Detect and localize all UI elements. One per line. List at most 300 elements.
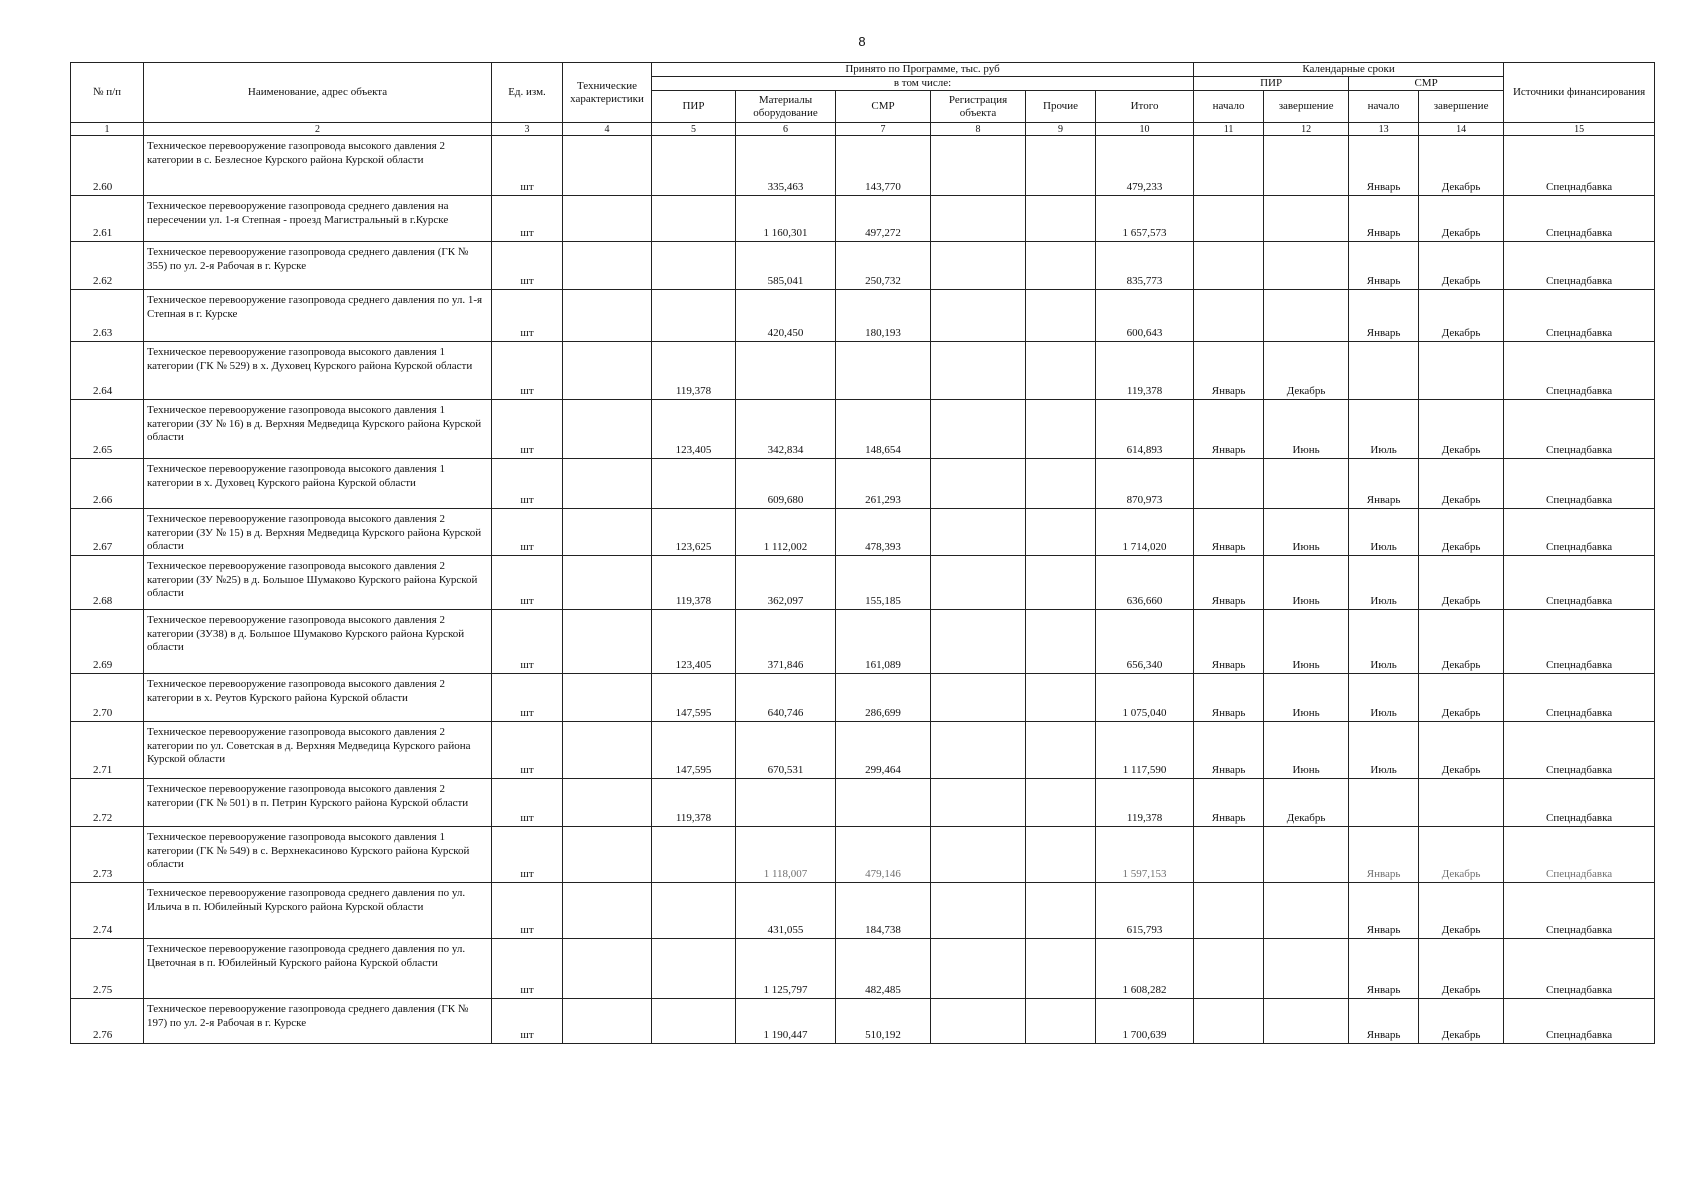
other-cost	[1026, 556, 1096, 610]
header-num: № п/п	[71, 63, 144, 123]
smr-start-month: Июль	[1349, 400, 1419, 459]
total-cost: 835,773	[1096, 242, 1194, 290]
pir-end-month	[1264, 827, 1349, 883]
materials-cost	[736, 342, 836, 400]
header-materials: Материалы оборудование	[736, 91, 836, 123]
smr-start-month: Январь	[1349, 999, 1419, 1044]
header-other: Прочие	[1026, 91, 1096, 123]
tech-cell	[563, 883, 652, 939]
tech-cell	[563, 290, 652, 342]
funding-source: Спецнадбавка	[1504, 779, 1655, 827]
tech-cell	[563, 459, 652, 509]
materials-cost: 1 112,002	[736, 509, 836, 556]
unit-cell: шт	[492, 342, 563, 400]
column-number: 10	[1096, 123, 1194, 136]
other-cost	[1026, 939, 1096, 999]
tech-cell	[563, 827, 652, 883]
table-row	[71, 196, 1655, 242]
column-number: 15	[1504, 123, 1655, 136]
table-row	[71, 939, 1655, 999]
smr-cost: 286,699	[836, 674, 931, 722]
pir-end-month	[1264, 290, 1349, 342]
materials-cost: 431,055	[736, 883, 836, 939]
pir-cost	[652, 242, 736, 290]
pir-start-month	[1194, 290, 1264, 342]
pir-start-month: Январь	[1194, 556, 1264, 610]
header-total: Итого	[1096, 91, 1194, 123]
pir-end-month: Июнь	[1264, 610, 1349, 674]
registration-cost	[931, 674, 1026, 722]
header-smr: СМР	[836, 91, 931, 123]
total-cost: 1 075,040	[1096, 674, 1194, 722]
table-row	[71, 136, 1655, 196]
other-cost	[1026, 459, 1096, 509]
registration-cost	[931, 610, 1026, 674]
table-body	[71, 136, 1655, 1044]
pir-cost	[652, 196, 736, 242]
pir-cost	[652, 290, 736, 342]
header-pir-start: начало	[1194, 91, 1264, 123]
row-number: 2.67	[71, 509, 144, 556]
pir-start-month: Январь	[1194, 610, 1264, 674]
header-name: Наименование, адрес объекта	[144, 63, 492, 123]
total-cost: 870,973	[1096, 459, 1194, 509]
pir-end-month	[1264, 136, 1349, 196]
funding-source: Спецнадбавка	[1504, 196, 1655, 242]
registration-cost	[931, 556, 1026, 610]
pir-start-month	[1194, 196, 1264, 242]
unit-cell: шт	[492, 290, 563, 342]
tech-cell	[563, 999, 652, 1044]
pir-cost	[652, 459, 736, 509]
smr-cost	[836, 779, 931, 827]
pir-end-month: Июнь	[1264, 722, 1349, 779]
tech-cell	[563, 722, 652, 779]
pir-cost: 123,625	[652, 509, 736, 556]
total-cost: 119,378	[1096, 779, 1194, 827]
column-number: 13	[1349, 123, 1419, 136]
pir-start-month	[1194, 242, 1264, 290]
smr-cost: 180,193	[836, 290, 931, 342]
funding-source: Спецнадбавка	[1504, 939, 1655, 999]
other-cost	[1026, 999, 1096, 1044]
pir-cost	[652, 999, 736, 1044]
unit-cell: шт	[492, 400, 563, 459]
registration-cost	[931, 722, 1026, 779]
header-pir-end: завершение	[1264, 91, 1349, 123]
smr-start-month: Январь	[1349, 883, 1419, 939]
pir-cost: 147,595	[652, 674, 736, 722]
unit-cell: шт	[492, 136, 563, 196]
column-number: 9	[1026, 123, 1096, 136]
table-row	[71, 459, 1655, 509]
funding-source: Спецнадбавка	[1504, 136, 1655, 196]
registration-cost	[931, 290, 1026, 342]
total-cost: 1 117,590	[1096, 722, 1194, 779]
unit-cell: шт	[492, 779, 563, 827]
registration-cost	[931, 196, 1026, 242]
row-number: 2.66	[71, 459, 144, 509]
row-number: 2.69	[71, 610, 144, 674]
pir-start-month: Январь	[1194, 509, 1264, 556]
registration-cost	[931, 509, 1026, 556]
column-number: 6	[736, 123, 836, 136]
total-cost: 614,893	[1096, 400, 1194, 459]
pir-end-month	[1264, 242, 1349, 290]
pir-end-month	[1264, 883, 1349, 939]
header-unit: Ед. изм.	[492, 63, 563, 123]
object-name: Техническое перевооружение газопровода высокого давления 2 категории в с. Безлесное Курского района Курской области	[144, 136, 492, 196]
other-cost	[1026, 196, 1096, 242]
smr-start-month	[1349, 342, 1419, 400]
smr-end-month: Декабрь	[1419, 290, 1504, 342]
smr-end-month: Декабрь	[1419, 674, 1504, 722]
column-number: 11	[1194, 123, 1264, 136]
column-number: 2	[144, 123, 492, 136]
smr-end-month: Декабрь	[1419, 999, 1504, 1044]
row-number: 2.65	[71, 400, 144, 459]
smr-end-month: Декабрь	[1419, 400, 1504, 459]
tech-cell	[563, 610, 652, 674]
smr-cost: 299,464	[836, 722, 931, 779]
smr-start-month: Январь	[1349, 827, 1419, 883]
smr-end-month: Декабрь	[1419, 722, 1504, 779]
object-name: Техническое перевооружение газопровода высокого давления 1 категории (ГК № 529) в х. Духовец Курского района Курской области	[144, 342, 492, 400]
header-pir: ПИР	[652, 91, 736, 123]
smr-cost: 143,770	[836, 136, 931, 196]
funding-source: Спецнадбавка	[1504, 400, 1655, 459]
total-cost: 656,340	[1096, 610, 1194, 674]
header-tech: Технические характеристики	[563, 63, 652, 123]
other-cost	[1026, 883, 1096, 939]
tech-cell	[563, 779, 652, 827]
pir-start-month	[1194, 999, 1264, 1044]
object-name: Техническое перевооружение газопровода высокого давления 2 категории в х. Реутов Курского района Курской области	[144, 674, 492, 722]
smr-end-month: Декабрь	[1419, 939, 1504, 999]
smr-start-month: Январь	[1349, 939, 1419, 999]
header-calendar-smr: СМР	[1349, 77, 1504, 91]
other-cost	[1026, 342, 1096, 400]
pir-cost: 119,378	[652, 779, 736, 827]
table-row	[71, 509, 1655, 556]
table-row	[71, 400, 1655, 459]
object-name: Техническое перевооружение газопровода среднего давления по ул. Ильича в п. Юбилейный Курского района Курской области	[144, 883, 492, 939]
smr-start-month: Январь	[1349, 196, 1419, 242]
materials-cost: 335,463	[736, 136, 836, 196]
total-cost: 636,660	[1096, 556, 1194, 610]
smr-start-month: Июль	[1349, 556, 1419, 610]
pir-end-month	[1264, 999, 1349, 1044]
object-name: Техническое перевооружение газопровода высокого давления 1 категории (ЗУ № 16) в д. Верхняя Медведица Курского района Курской области	[144, 400, 492, 459]
table-row	[71, 827, 1655, 883]
tech-cell	[563, 342, 652, 400]
smr-end-month: Декабрь	[1419, 556, 1504, 610]
row-number: 2.68	[71, 556, 144, 610]
column-number: 14	[1419, 123, 1504, 136]
row-number: 2.63	[71, 290, 144, 342]
materials-cost: 362,097	[736, 556, 836, 610]
smr-cost: 478,393	[836, 509, 931, 556]
unit-cell: шт	[492, 459, 563, 509]
materials-cost: 371,846	[736, 610, 836, 674]
header-smr-end: завершение	[1419, 91, 1504, 123]
smr-start-month: Январь	[1349, 290, 1419, 342]
tech-cell	[563, 400, 652, 459]
other-cost	[1026, 827, 1096, 883]
pir-cost	[652, 939, 736, 999]
pir-start-month: Январь	[1194, 342, 1264, 400]
smr-end-month: Декабрь	[1419, 509, 1504, 556]
registration-cost	[931, 400, 1026, 459]
header-smr-start: начало	[1349, 91, 1419, 123]
registration-cost	[931, 342, 1026, 400]
funding-source: Спецнадбавка	[1504, 610, 1655, 674]
registration-cost	[931, 827, 1026, 883]
column-number: 1	[71, 123, 144, 136]
pir-start-month: Январь	[1194, 400, 1264, 459]
smr-start-month: Июль	[1349, 674, 1419, 722]
object-name: Техническое перевооружение газопровода высокого давления 1 категории в х. Духовец Курского района Курской области	[144, 459, 492, 509]
smr-end-month	[1419, 342, 1504, 400]
other-cost	[1026, 722, 1096, 779]
tech-cell	[563, 136, 652, 196]
registration-cost	[931, 883, 1026, 939]
object-name: Техническое перевооружение газопровода высокого давления 2 категории (ГК № 501) в п. Петрин Курского района Курской области	[144, 779, 492, 827]
total-cost: 1 597,153	[1096, 827, 1194, 883]
smr-cost: 497,272	[836, 196, 931, 242]
other-cost	[1026, 290, 1096, 342]
total-cost: 1 714,020	[1096, 509, 1194, 556]
pir-end-month	[1264, 459, 1349, 509]
smr-end-month: Декабрь	[1419, 827, 1504, 883]
registration-cost	[931, 242, 1026, 290]
smr-cost: 479,146	[836, 827, 931, 883]
materials-cost: 1 160,301	[736, 196, 836, 242]
column-number-row	[71, 123, 1655, 136]
pir-start-month	[1194, 883, 1264, 939]
funding-source: Спецнадбавка	[1504, 827, 1655, 883]
smr-cost: 510,192	[836, 999, 931, 1044]
unit-cell: шт	[492, 999, 563, 1044]
table-row	[71, 999, 1655, 1044]
funding-source: Спецнадбавка	[1504, 342, 1655, 400]
materials-cost: 420,450	[736, 290, 836, 342]
column-number: 3	[492, 123, 563, 136]
pir-cost	[652, 883, 736, 939]
row-number: 2.72	[71, 779, 144, 827]
unit-cell: шт	[492, 674, 563, 722]
tech-cell	[563, 509, 652, 556]
row-number: 2.70	[71, 674, 144, 722]
smr-end-month: Декабрь	[1419, 136, 1504, 196]
smr-start-month: Январь	[1349, 136, 1419, 196]
smr-cost: 261,293	[836, 459, 931, 509]
table-row	[71, 779, 1655, 827]
pir-start-month: Январь	[1194, 674, 1264, 722]
tech-cell	[563, 674, 652, 722]
smr-start-month: Июль	[1349, 610, 1419, 674]
funding-source: Спецнадбавка	[1504, 242, 1655, 290]
smr-cost: 148,654	[836, 400, 931, 459]
table-row	[71, 342, 1655, 400]
column-number: 5	[652, 123, 736, 136]
header-including: в том числе:	[652, 77, 1194, 91]
materials-cost: 1 190,447	[736, 999, 836, 1044]
other-cost	[1026, 509, 1096, 556]
unit-cell: шт	[492, 939, 563, 999]
row-number: 2.60	[71, 136, 144, 196]
column-number: 7	[836, 123, 931, 136]
object-name: Техническое перевооружение газопровода среднего давления (ГК № 355) по ул. 2-я Рабочая в г. Курске	[144, 242, 492, 290]
object-name: Техническое перевооружение газопровода среднего давления (ГК № 197) по ул. 2-я Рабочая в г. Курске	[144, 999, 492, 1044]
column-number: 4	[563, 123, 652, 136]
row-number: 2.61	[71, 196, 144, 242]
row-number: 2.62	[71, 242, 144, 290]
materials-cost: 342,834	[736, 400, 836, 459]
row-number: 2.75	[71, 939, 144, 999]
pir-end-month: Июнь	[1264, 674, 1349, 722]
pir-end-month: Декабрь	[1264, 342, 1349, 400]
smr-end-month: Декабрь	[1419, 242, 1504, 290]
tech-cell	[563, 196, 652, 242]
funding-source: Спецнадбавка	[1504, 883, 1655, 939]
object-name: Техническое перевооружение газопровода среднего давления по ул. Цветочная в п. Юбилейный Курского района Курской области	[144, 939, 492, 999]
smr-cost: 161,089	[836, 610, 931, 674]
pir-end-month	[1264, 196, 1349, 242]
smr-end-month: Декабрь	[1419, 459, 1504, 509]
registration-cost	[931, 779, 1026, 827]
pir-start-month: Январь	[1194, 722, 1264, 779]
other-cost	[1026, 779, 1096, 827]
smr-end-month: Декабрь	[1419, 883, 1504, 939]
total-cost: 479,233	[1096, 136, 1194, 196]
smr-start-month: Июль	[1349, 509, 1419, 556]
table-header	[71, 63, 1655, 136]
registration-cost	[931, 939, 1026, 999]
funding-source: Спецнадбавка	[1504, 459, 1655, 509]
funding-source: Спецнадбавка	[1504, 509, 1655, 556]
unit-cell: шт	[492, 509, 563, 556]
object-name: Техническое перевооружение газопровода высокого давления 2 категории (ЗУ №25) в д. Большое Шумаково Курского района Курской области	[144, 556, 492, 610]
tech-cell	[563, 556, 652, 610]
pir-start-month: Январь	[1194, 779, 1264, 827]
other-cost	[1026, 242, 1096, 290]
funding-source: Спецнадбавка	[1504, 556, 1655, 610]
table-row	[71, 242, 1655, 290]
unit-cell: шт	[492, 722, 563, 779]
column-number: 8	[931, 123, 1026, 136]
smr-cost: 482,485	[836, 939, 931, 999]
pir-cost: 123,405	[652, 610, 736, 674]
pir-start-month	[1194, 459, 1264, 509]
object-name: Техническое перевооружение газопровода высокого давления 2 категории по ул. Советская в д. Верхняя Медведица Курского района Курской области	[144, 722, 492, 779]
funding-source: Спецнадбавка	[1504, 674, 1655, 722]
total-cost: 1 700,639	[1096, 999, 1194, 1044]
table-row	[71, 290, 1655, 342]
tech-cell	[563, 939, 652, 999]
materials-cost: 585,041	[736, 242, 836, 290]
total-cost: 600,643	[1096, 290, 1194, 342]
pir-cost: 123,405	[652, 400, 736, 459]
smr-start-month	[1349, 779, 1419, 827]
materials-cost: 640,746	[736, 674, 836, 722]
table-row	[71, 556, 1655, 610]
other-cost	[1026, 400, 1096, 459]
other-cost	[1026, 610, 1096, 674]
smr-cost: 250,732	[836, 242, 931, 290]
object-name: Техническое перевооружение газопровода высокого давления 1 категории (ГК № 549) в с. Верхнекасиново Курского района Курской области	[144, 827, 492, 883]
unit-cell: шт	[492, 556, 563, 610]
materials-cost: 1 118,007	[736, 827, 836, 883]
program-table	[70, 62, 1655, 1044]
pir-end-month: Июнь	[1264, 400, 1349, 459]
materials-cost: 670,531	[736, 722, 836, 779]
smr-end-month	[1419, 779, 1504, 827]
object-name: Техническое перевооружение газопровода высокого давления 2 категории (ЗУ38) в д. Большое Шумаково Курского района Курской области	[144, 610, 492, 674]
smr-cost	[836, 342, 931, 400]
pir-cost: 119,378	[652, 556, 736, 610]
column-number: 12	[1264, 123, 1349, 136]
pir-start-month	[1194, 136, 1264, 196]
pir-end-month: Июнь	[1264, 509, 1349, 556]
pir-cost: 147,595	[652, 722, 736, 779]
pir-start-month	[1194, 827, 1264, 883]
unit-cell: шт	[492, 610, 563, 674]
smr-start-month: Январь	[1349, 459, 1419, 509]
smr-start-month: Июль	[1349, 722, 1419, 779]
object-name: Техническое перевооружение газопровода среднего давления по ул. 1-я Степная в г. Курске	[144, 290, 492, 342]
funding-source: Спецнадбавка	[1504, 999, 1655, 1044]
header-registration: Регистрация объекта	[931, 91, 1026, 123]
table-row	[71, 883, 1655, 939]
materials-cost	[736, 779, 836, 827]
header-calendar: Календарные сроки	[1194, 63, 1504, 77]
total-cost: 615,793	[1096, 883, 1194, 939]
tech-cell	[563, 242, 652, 290]
materials-cost: 1 125,797	[736, 939, 836, 999]
row-number: 2.76	[71, 999, 144, 1044]
unit-cell: шт	[492, 883, 563, 939]
header-funding: Источники финансирования	[1504, 63, 1655, 123]
other-cost	[1026, 674, 1096, 722]
row-number: 2.64	[71, 342, 144, 400]
pir-cost: 119,378	[652, 342, 736, 400]
total-cost: 1 657,573	[1096, 196, 1194, 242]
total-cost: 1 608,282	[1096, 939, 1194, 999]
pir-start-month	[1194, 939, 1264, 999]
funding-source: Спецнадбавка	[1504, 290, 1655, 342]
pir-end-month: Декабрь	[1264, 779, 1349, 827]
registration-cost	[931, 999, 1026, 1044]
row-number: 2.71	[71, 722, 144, 779]
unit-cell: шт	[492, 827, 563, 883]
pir-cost	[652, 136, 736, 196]
table-row	[71, 610, 1655, 674]
pir-end-month	[1264, 939, 1349, 999]
funding-source: Спецнадбавка	[1504, 722, 1655, 779]
unit-cell: шт	[492, 196, 563, 242]
pir-end-month: Июнь	[1264, 556, 1349, 610]
registration-cost	[931, 136, 1026, 196]
pir-cost	[652, 827, 736, 883]
smr-end-month: Декабрь	[1419, 610, 1504, 674]
header-accepted: Принято по Программе, тыс. руб	[652, 63, 1194, 77]
row-number: 2.73	[71, 827, 144, 883]
other-cost	[1026, 136, 1096, 196]
row-number: 2.74	[71, 883, 144, 939]
header-calendar-pir: ПИР	[1194, 77, 1349, 91]
registration-cost	[931, 459, 1026, 509]
